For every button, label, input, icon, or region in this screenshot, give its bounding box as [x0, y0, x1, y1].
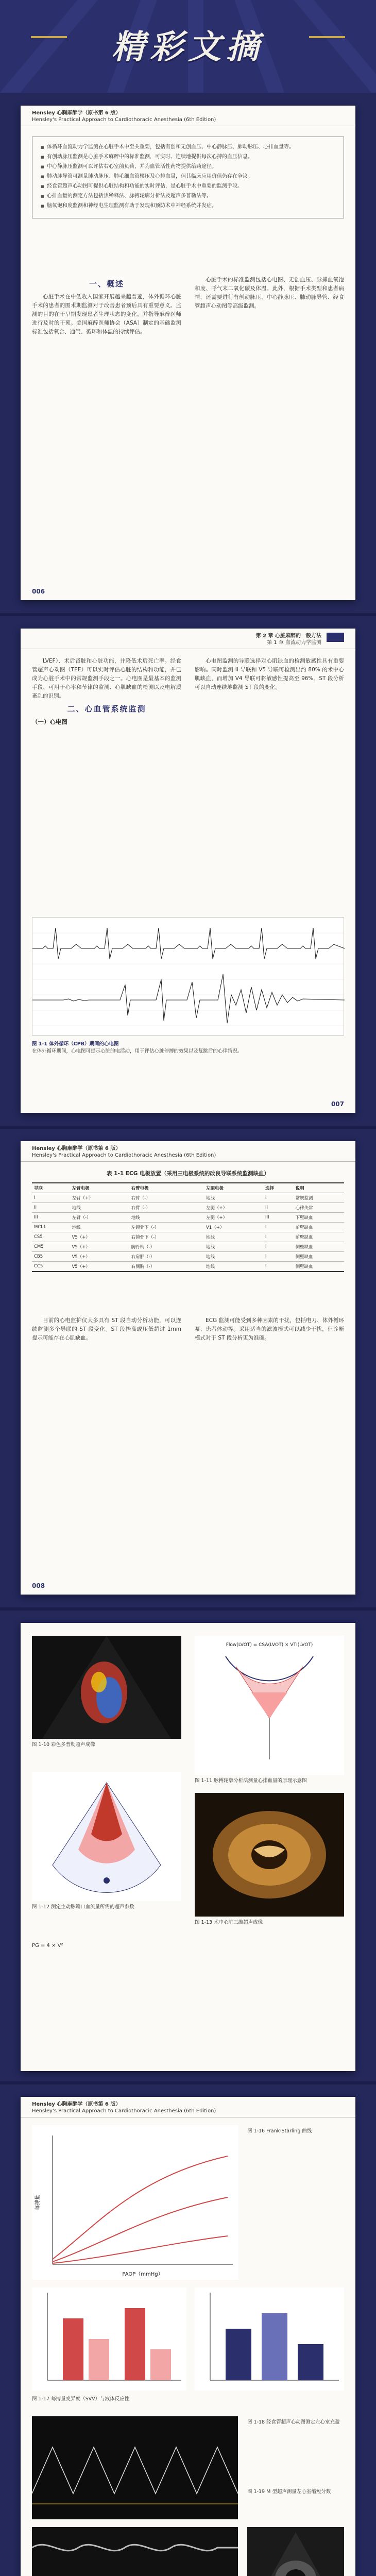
- chapter-title: 第 2 章 心脏麻醉的一般方法: [255, 633, 321, 639]
- frank-starling-chart: [32, 2125, 238, 2280]
- excerpt-page-1: [21, 106, 355, 600]
- section-heading: 一、概述: [89, 279, 124, 289]
- table-cell: CB5: [32, 1252, 70, 1262]
- figure-caption: [32, 1041, 344, 1055]
- page-number: 007: [331, 1100, 344, 1108]
- cardiac-output-diagram: [195, 1636, 344, 1775]
- table-cell: V5（+）: [70, 1242, 129, 1252]
- table-cell: CM5: [32, 1242, 70, 1252]
- decor-line-left: [31, 36, 67, 38]
- summary-item: ■ 心排血量的测定方法包括热稀释法、脉搏轮廓分析法及超声多普勒法等。: [41, 192, 335, 200]
- table-header: 说明: [294, 1183, 344, 1193]
- table-cell: 地线: [204, 1232, 263, 1242]
- tee-image: [32, 2416, 238, 2519]
- table-cell: I: [263, 1232, 294, 1242]
- table-header: 导联: [32, 1183, 70, 1193]
- aortic-ultrasound-diagram: [32, 1772, 181, 1901]
- page-divider: [0, 1607, 376, 1611]
- table-cell: I: [263, 1242, 294, 1252]
- table-cell: III: [32, 1213, 70, 1223]
- excerpt-page-2: [21, 629, 355, 1113]
- m-mode-image: [32, 2527, 238, 2576]
- table-row: [32, 1193, 344, 1203]
- table-header: 左臂电极: [70, 1183, 129, 1193]
- figure-caption: 图 1-13 术中心脏三维超声成像: [195, 1920, 263, 1925]
- ecg-figure: [32, 917, 344, 1036]
- table-header: 右臂电极: [129, 1183, 204, 1193]
- svv-bar-chart-left: [32, 2287, 186, 2391]
- summary-item: ■ 肺动脉导管可测量肺动脉压、肺毛细血管楔压及心排血量，但其临床应用价值仍存在争议。: [41, 173, 335, 181]
- table-cell: 胸骨柄（-）: [129, 1242, 204, 1252]
- text-column-right: [195, 276, 344, 312]
- svv-bar-chart-right: [195, 2287, 344, 2391]
- table-title: 表 1-1 ECG 电极放置（采用三电极系统的改良导联系统监测缺血）: [107, 1171, 269, 1177]
- table-row: [32, 1213, 344, 1223]
- header-banner: [0, 0, 376, 93]
- table-row: [32, 1203, 344, 1213]
- table-cell: 右侧胸（-）: [129, 1262, 204, 1272]
- table-cell: 常规监测: [294, 1193, 344, 1203]
- body-paragraph: 心脏手术的标准监测包括心电图、无创血压、脉搏血氧饱和度、呼气末二氧化碳及体温。此外，根据手术类型和患者病情，还需要进行有创动脉压、中心静脉压、肺动脉导管、经食管超声心动图等高级监测。: [195, 277, 344, 309]
- excerpt-page-3: [21, 1141, 355, 1595]
- table-row: [32, 1223, 344, 1232]
- body-paragraph: 心脏手术在中低收入国家开展越来越普遍，体外循环心脏手术的患者的围术期监测对于改善患者预后具有重要意义。监测的目的在于早期发现患者生理状态的变化，并指导麻醉医师进行及时的干预。美国麻醉医师协会（ASA）制定的基础监测标准包括氧合、通气、循环和体温的持续评估。: [32, 294, 181, 335]
- table-cell: I: [263, 1223, 294, 1232]
- book-title-cn: Hensley 心胸麻醉学（原书第 6 版）: [32, 1146, 121, 1151]
- page-divider: [0, 613, 376, 616]
- page-number: 006: [32, 588, 45, 595]
- excerpt-page-4: [21, 1623, 355, 2071]
- chapter-summary-box: [32, 137, 344, 218]
- 3d-echo-image: [195, 1793, 344, 1917]
- book-title-en: Hensley's Practical Approach to Cardiothoracic Anesthesia (6th Edition): [32, 1153, 216, 1158]
- body-paragraph: LVEF）、术后肾脏和心脏功能，并降低术后死亡率。经食管超声心动图（TEE）可以实时评估心脏的结构和功能，并已成为心脏手术中的常规监测手段之一。心电图是最基本的监测手段，可用于心率和节律的监测、心肌缺血的检测以及电解质紊乱的识别。: [32, 658, 181, 699]
- page-title: 精彩文摘: [112, 28, 264, 66]
- figure-caption: 图 1-19 M 型超声测量左心室缩短分数: [247, 2489, 331, 2495]
- table-cell: 左锁骨下（-）: [129, 1223, 204, 1232]
- table-cell: I: [32, 1193, 70, 1203]
- body-paragraph: 目前的心电监护仪大多具有 ST 段自动分析功能，可以连续监测多个导联的 ST 段变化。ST 段抬高或压低超过 1mm 提示可能存在心肌缺血。: [32, 1317, 181, 1341]
- table-cell: III: [263, 1213, 294, 1223]
- page-divider: [0, 2081, 376, 2084]
- table-row: [32, 1252, 344, 1262]
- echo-still-image: [247, 2527, 344, 2576]
- table-cell: 地线: [129, 1213, 204, 1223]
- table-cell: V5（+）: [70, 1252, 129, 1262]
- figure-caption-title: 图 1-1 体外循环（CPB）期间的心电图: [32, 1041, 119, 1047]
- table-cell: I: [263, 1262, 294, 1272]
- table-cell: 左臂（+）: [70, 1193, 129, 1203]
- text-column-right: [195, 657, 344, 693]
- table-cell: 右臂（-）: [129, 1193, 204, 1203]
- x-axis-label: PAOP（mmHg）: [122, 2272, 163, 2277]
- table-cell: V5（+）: [70, 1262, 129, 1272]
- summary-item: ■ 经食管超声心动图可提供心脏结构和功能的实时评估，是心脏手术中重要的监测手段。: [41, 182, 335, 191]
- table-cell: 侧壁缺血: [294, 1262, 344, 1272]
- table-cell: 地线: [204, 1193, 263, 1203]
- figure-caption-note: 在体外循环期间，心电图可提示心脏的电活动，用于评估心脏停搏的效果以及复跳后的心律情况。: [32, 1048, 243, 1054]
- decor-line-right: [309, 36, 345, 38]
- table-cell: 侧壁缺血: [294, 1242, 344, 1252]
- table-cell: 左臂（-）: [70, 1213, 129, 1223]
- running-header: [21, 106, 355, 126]
- table-row: [32, 1262, 344, 1272]
- page-number: 008: [32, 1582, 45, 1589]
- formula-line: PG = 4 × V²: [32, 1943, 63, 1948]
- table-cell: 地线: [70, 1223, 129, 1232]
- table-cell: 地线: [204, 1242, 263, 1252]
- table-cell: 前壁缺血: [294, 1232, 344, 1242]
- table-cell: 下壁缺血: [294, 1213, 344, 1223]
- table-cell: CC5: [32, 1262, 70, 1272]
- table-cell: I: [263, 1252, 294, 1262]
- table-cell: 侧壁缺血: [294, 1252, 344, 1262]
- table-cell: II: [263, 1203, 294, 1213]
- table-row: [32, 1232, 344, 1242]
- table-cell: MCL1: [32, 1223, 70, 1232]
- table-cell: 地线: [204, 1252, 263, 1262]
- header-tab: [327, 633, 344, 642]
- table-cell: CS5: [32, 1232, 70, 1242]
- table-cell: 右锁骨下（-）: [129, 1232, 204, 1242]
- table-cell: 前壁缺血: [294, 1223, 344, 1232]
- table-header: 选择: [263, 1183, 294, 1193]
- book-title-cn: Hensley 心胸麻醉学（原书第 6 版）: [32, 2102, 121, 2107]
- table-header: 左腿电极: [204, 1183, 263, 1193]
- table-cell: 左腿（+）: [204, 1203, 263, 1213]
- text-column-right: [195, 1316, 344, 1344]
- table-cell: V1（+）: [204, 1223, 263, 1232]
- formula-text: Flow(LVOT) = CSA(LVOT) × VTI(LVOT): [226, 1642, 313, 1648]
- page-divider: [0, 1126, 376, 1129]
- doppler-image: [32, 1636, 181, 1739]
- subsection-heading: （一）心电图: [32, 718, 67, 725]
- running-header: [21, 2097, 355, 2117]
- section-title: 第 1 章 血流动力学监测: [267, 640, 321, 646]
- book-title-en: Hensley's Practical Approach to Cardiothoracic Anesthesia (6th Edition): [32, 117, 216, 123]
- figure-caption: 图 1-11 脉搏轮廓分析法测量心排血量的原理示意图: [195, 1778, 307, 1784]
- summary-item: ■ 体循环血流动力学监测在心脏手术中至关重要，包括有创和无创血压、中心静脉压、肺动脉压、心排血量等。: [41, 143, 335, 151]
- ecg-trace-graphic: [32, 918, 345, 1036]
- body-paragraph: ECG 监测可能受到多种因素的干扰，包括电刀、体外循环泵、患者体动等。采用适当的滤波模式可以减少干扰，但诊断模式对于 ST 段分析更为准确。: [195, 1317, 344, 1341]
- section-heading: 二、心血管系统监测: [67, 704, 146, 714]
- running-header: [21, 1141, 355, 1162]
- table-cell: 右肩胛（-）: [129, 1252, 204, 1262]
- book-title-cn: Hensley 心胸麻醉学（原书第 6 版）: [32, 110, 121, 116]
- table-row: [32, 1242, 344, 1252]
- table-cell: 地线: [70, 1203, 129, 1213]
- summary-item: ■ 脑氧饱和度监测和神经电生理监测有助于发现和预防术中神经系统并发症。: [41, 202, 335, 210]
- text-column-left: [32, 657, 181, 728]
- excerpt-page-5: [21, 2097, 355, 2576]
- table-cell: I: [263, 1193, 294, 1203]
- y-axis-label: 每搏量: [35, 2195, 41, 2210]
- table-cell: II: [32, 1203, 70, 1213]
- figure-caption: 图 1-17 每搏量变异度（SVV）与液体反应性: [32, 2396, 130, 2402]
- table-cell: 心律失常: [294, 1203, 344, 1213]
- figure-caption: 图 1-18 经食管超声心动图测定左心室充盈: [247, 2419, 340, 2425]
- body-paragraph: 心电图监测的导联选择对心肌缺血的检测敏感性具有重要影响。同时监测 II 导联和 V5 导联可检测出约 80% 的术中心肌缺血，而增加 V4 导联可将敏感性提高至 96%。ST 段分析可以自动连续地监测 ST 段的变化。: [195, 658, 344, 690]
- summary-item: ■ 中心静脉压监测可以评估右心室前负荷，并为血管活性药物提供给药途径。: [41, 163, 335, 171]
- book-title-en: Hensley's Practical Approach to Cardiothoracic Anesthesia (6th Edition): [32, 2108, 216, 2114]
- figure-caption: 图 1-12 测定主动脉瓣口血流量所需的超声参数: [32, 1904, 134, 1910]
- figure-caption: 图 1-10 彩色多普勒超声成像: [32, 1742, 95, 1748]
- ecg-lead-table: [32, 1182, 344, 1272]
- table-cell: 左腿（+）: [204, 1213, 263, 1223]
- table-cell: 右臂（-）: [129, 1203, 204, 1213]
- figure-caption: 图 1-16 Frank-Starling 曲线: [247, 2128, 312, 2134]
- text-column-left: [32, 276, 181, 337]
- table-cell: V5（+）: [70, 1232, 129, 1242]
- running-header: [21, 629, 355, 649]
- table-cell: 地线: [204, 1262, 263, 1272]
- text-column-left: [32, 1316, 181, 1344]
- summary-item: ■ 有创动脉压监测是心脏手术麻醉中的标准监测，可实时、连续地提供每次心搏的血压信息。: [41, 153, 335, 161]
